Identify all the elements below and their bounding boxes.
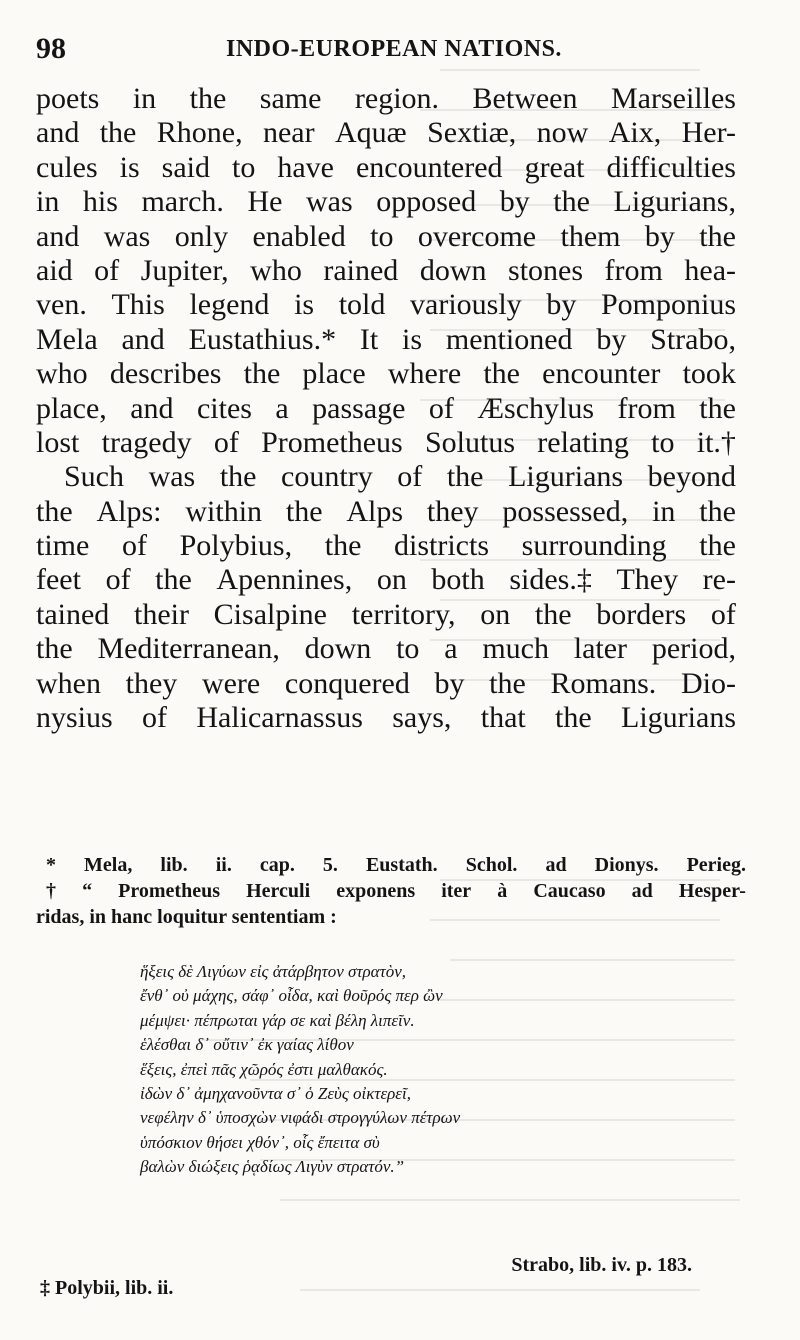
word: the [534,597,572,631]
greek-verse-line: ἑλέσθαι δ᾽ οὔτιν᾽ ἐκ γαίας λίθον [140,1035,354,1055]
word: passage [312,391,406,425]
word: the [219,460,257,494]
word: by [499,185,530,219]
word: to [231,150,256,184]
word: Her- [681,116,736,150]
word: Pomponius [600,288,736,322]
word: They [616,563,679,597]
word: is [294,288,315,322]
word: Perieg. [686,854,746,876]
word: Dionys. [594,854,659,876]
word: same [259,82,322,115]
word: a [444,632,458,666]
word: place, [36,391,107,425]
word: the [155,563,192,597]
word: the [555,701,592,735]
word: who [36,357,88,391]
word: Eustathius.* [188,322,337,356]
word: Sextiæ, [427,116,517,150]
word: the [699,391,736,425]
word: cules [36,150,98,184]
word: the [489,666,526,700]
word: Ligurians [621,701,736,735]
word: were [201,666,261,700]
body-line [36,460,736,494]
word: the [699,494,736,528]
word: and [36,116,80,150]
word: exponens [336,880,416,902]
word: feet [36,563,81,597]
word: encounter [542,357,661,391]
word: was [103,219,151,253]
word: Solutus [424,425,516,459]
word: nysius [36,701,113,735]
word: from [604,253,663,287]
word: that [480,701,526,735]
word: He [247,185,283,219]
word: Cisalpine [213,597,327,631]
word: is [402,322,423,356]
word: the [483,357,520,391]
word: of [428,391,454,425]
word: Marseilles [610,82,736,115]
word: of [397,460,423,494]
word: encountered [355,150,503,184]
word: time [36,529,90,563]
word: stones [508,253,584,287]
word: Dio- [680,666,736,700]
word: conquered [284,666,410,700]
word: sides.‡ [509,563,592,597]
greek-verse-line: ἥξεις δὲ Λιγύων εἰς ἀτάρβητον στρατὸν, [140,962,406,981]
word: period, [651,632,736,666]
citation: Strabo, lib. iv. p. 183. [511,1254,692,1276]
word: surrounding [521,529,667,563]
word: on [480,597,511,631]
word: of [105,563,131,597]
body-line [36,357,736,391]
word: a [275,391,289,425]
body-line [36,632,736,666]
word: they [426,494,479,528]
word: ven. [36,288,87,322]
word: enabled [252,219,346,253]
word: Such [64,460,124,494]
word: Romans. [550,666,657,700]
word: Ligurians [508,460,624,494]
word: place [302,357,366,391]
body-line [36,529,736,563]
word: by [596,322,627,356]
word: aid [36,253,73,287]
word: who [250,253,302,287]
word: told [338,288,386,322]
word: of [710,597,736,631]
body-line [36,323,736,357]
word: Hesper- [678,880,746,902]
word: 5. [322,854,338,876]
word: difficulties [606,150,736,184]
greek-verse-line: ἔνθ᾽ οὐ μάχης, σάφ᾽ οἶδα, καὶ θοῦρός περ ὢν [140,986,443,1006]
word: region. [354,82,440,115]
word: the [243,357,281,391]
word: * [46,854,56,876]
word: by [644,219,675,253]
word: said [161,150,210,184]
word: down [419,253,487,287]
word: took [682,357,736,391]
greek-quotation [140,960,680,1180]
word: beyond [647,460,736,494]
word: was [306,185,353,219]
word: march. [141,185,224,219]
word: possessed, [502,494,629,528]
word: the [36,494,73,528]
running-head: INDO-EUROPEAN NATIONS. [226,36,562,62]
word: to [396,632,420,666]
word: the [553,185,590,219]
word: ii. [215,854,232,876]
word: within [185,494,263,528]
word: lib. [160,854,188,876]
word: in [36,185,60,219]
word: down [304,632,372,666]
greek-verse-line: ἰδὼν δ᾽ ἀμηχανοῦντα σ᾽ ὁ Ζεὺς οἰκτερεῖ, [140,1083,411,1103]
word: is [119,150,140,184]
greek-verse-line: ὑπόσκιον θήσει χθόν᾽, οἷς ἔπειτα σὺ [140,1132,380,1152]
word: on [376,563,407,597]
word: Schol. [465,854,518,876]
word: the [36,632,73,666]
word: both [431,563,485,597]
word: their [134,597,189,631]
body-line [36,701,736,735]
word: Halicarnassus [196,701,363,735]
word: hea- [684,253,736,287]
word: great [524,150,585,184]
greek-verse-line: μέμψει· πέπρωται γάρ σε καὶ βέλη λιπεῖν. [140,1010,415,1030]
word: to [651,425,675,459]
word: it.† [696,425,736,459]
body-line [36,220,736,254]
footnote-line: ridas, in hanc loquitur sententiam : [36,906,337,928]
word: later [573,632,628,666]
word: lost [36,425,80,459]
body-line [36,495,736,529]
word: relating [537,425,629,459]
word: overcome [417,219,537,253]
word: re- [702,563,736,597]
word: Strabo, [650,322,736,356]
word: by [546,288,577,322]
word: Mela, [84,854,133,876]
body-line [36,116,736,150]
word: his [82,185,118,219]
word: and [36,219,80,253]
word: in [132,82,157,115]
word: Aquæ [335,116,407,150]
word: Alps: [96,494,162,528]
body-line [36,426,736,460]
word: have [277,150,334,184]
word: mentioned [445,322,573,356]
body-line [36,82,736,116]
word: the [699,219,736,253]
word: ad [545,854,567,876]
word: Alps [346,494,404,528]
word: Mela [36,322,98,356]
word: of [142,701,167,735]
word: they [125,666,178,700]
footnotes [36,852,746,930]
body-line [36,563,736,597]
word: Apennines, [216,563,353,597]
body-line [36,185,736,219]
footnote-line [36,878,746,904]
word: cap. [259,854,295,876]
word: rained [323,253,399,287]
body-line [36,392,736,426]
word: Caucaso [533,880,606,902]
word: Eustath. [365,854,438,876]
word: Rhone, [156,116,243,150]
word: the [189,82,227,115]
word: borders [596,597,687,631]
word: to [370,219,394,253]
word: of [94,253,120,287]
greek-verse-line: νεφέλην δ᾽ ὑποσχὼν νιφάδι στρογγύλων πέτρων [140,1108,461,1128]
word: now [536,116,589,150]
word: Prometheus [261,425,403,459]
body-line [36,254,736,288]
word: tained [36,597,110,631]
word: territory, [351,597,456,631]
word: Herculi [246,880,311,902]
word: It [359,322,379,356]
word: says, [392,701,452,735]
word: Æschylus [477,391,595,425]
word: much [482,632,549,666]
word: the [324,529,362,563]
word: ad [631,880,653,902]
word: near [262,116,315,150]
body-line [36,667,736,701]
word: à [497,880,508,902]
body-line [36,598,736,632]
word: from [617,391,676,425]
word: Ligurians, [613,185,736,219]
body-line [36,288,736,322]
word: This [111,288,165,322]
word: opposed [376,185,477,219]
word: the [99,116,137,150]
word: the [699,529,736,563]
word: Mediterranean, [97,632,280,666]
word: in [652,494,676,528]
word: Polybius, [179,529,293,563]
word: Between [472,82,578,115]
word: when [36,666,101,700]
footnote-polybius: ‡ Polybii, lib. ii. [40,1277,174,1299]
word: districts [394,529,490,563]
word: tragedy [101,425,192,459]
word: “ [82,880,93,902]
word: † [46,880,56,902]
word: them [560,219,621,253]
page-header [36,32,736,72]
word: where [387,357,462,391]
word: Aix, [608,116,662,150]
word: poets [36,82,100,115]
greek-verse-line: ἕξεις, ἐπεὶ πᾶς χῶρός ἐστι μαλθακός. [140,1059,388,1079]
word: of [121,529,147,563]
footnote-line [36,852,746,878]
word: legend [189,288,270,322]
word: variously [410,288,522,322]
body-text [36,82,736,735]
word: only [174,219,229,253]
word: the [446,460,484,494]
word: was [148,460,196,494]
word: and [130,391,174,425]
word: Jupiter, [140,253,229,287]
page-number: 98 [36,32,66,65]
word: the [285,494,323,528]
word: and [121,322,165,356]
word: country [281,460,373,494]
greek-verse-line: βαλὼν διώξεις ῥᾳδίως Λιγὺν στρατόν.” [140,1157,405,1177]
word: Prometheus [118,880,220,902]
word: by [434,666,465,700]
word: describes [109,357,222,391]
word: cites [196,391,252,425]
word: of [213,425,239,459]
word: iter [441,880,472,902]
body-line [36,151,736,185]
